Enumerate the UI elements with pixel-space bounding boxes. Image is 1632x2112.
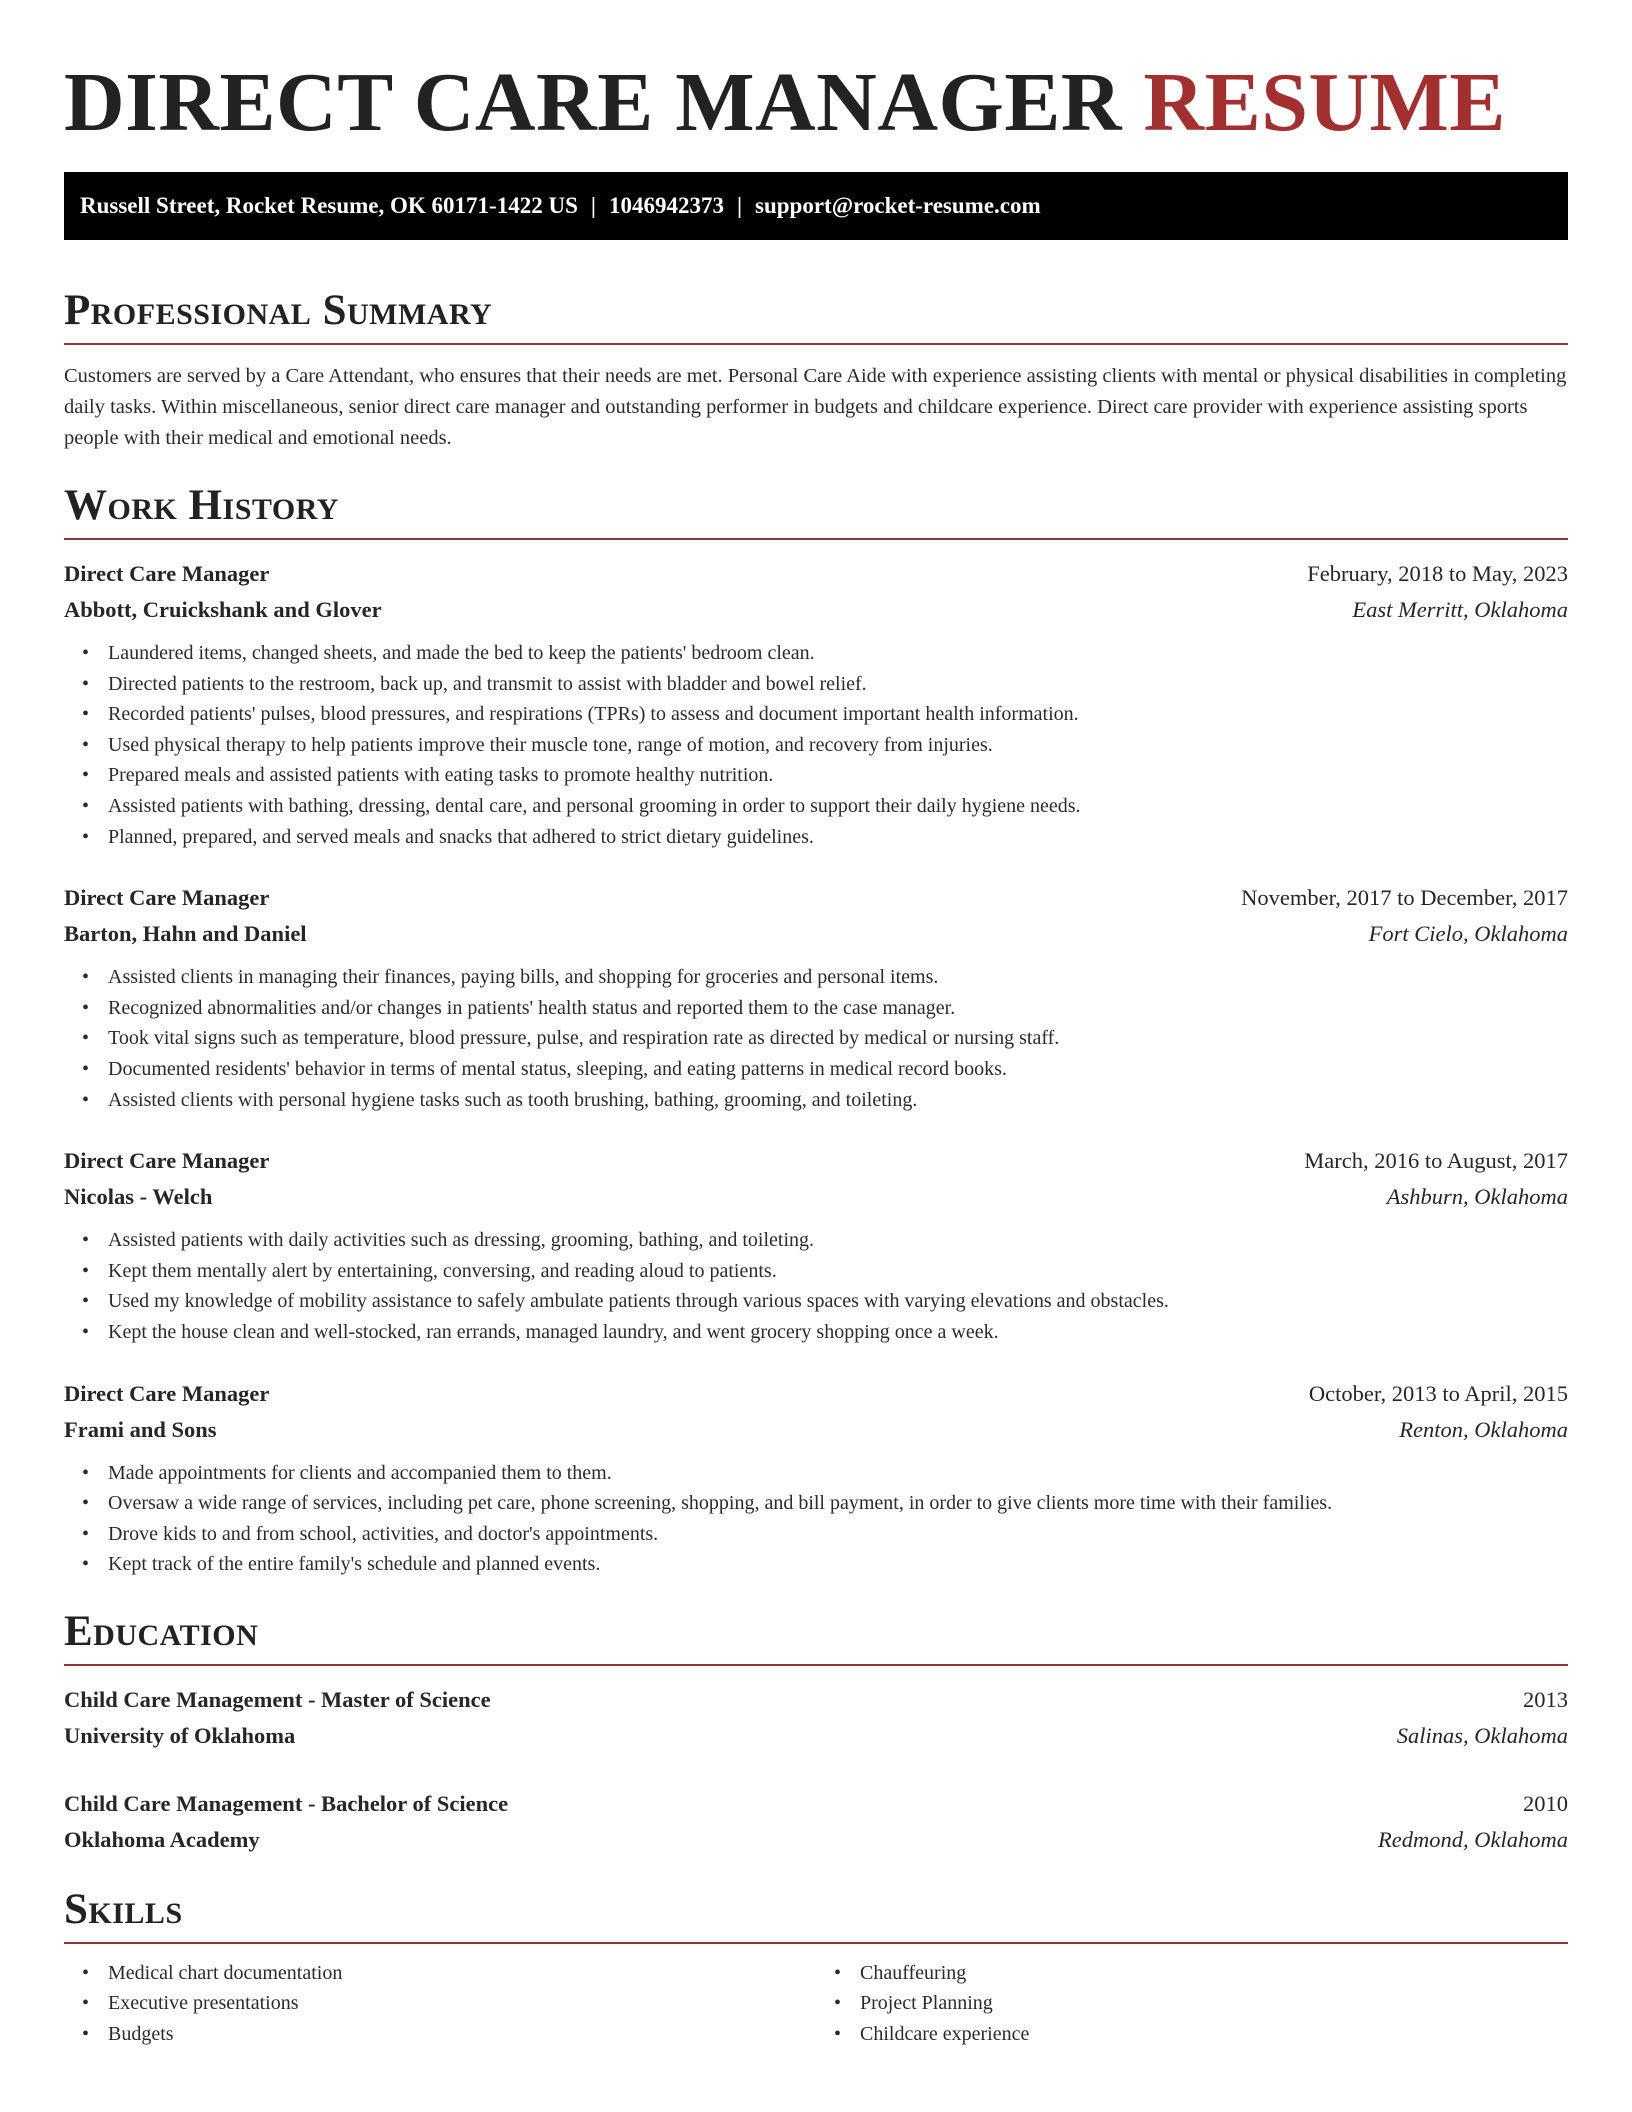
job-company-row <box>64 1179 1568 1215</box>
education-header-row <box>64 1786 1568 1822</box>
job-entry <box>64 556 1568 852</box>
education-degree: Child Care Management - Bachelor of Science <box>64 1790 509 1816</box>
job-duties-list <box>64 962 1568 1115</box>
contact-phone: 1046942373 <box>608 193 724 218</box>
job-duties-list <box>64 1225 1568 1347</box>
list-item: • Assisted clients in managing their finances, paying bills, and shopping for groceries and personal items. <box>108 962 1568 993</box>
list-item: • Took vital signs such as temperature, blood pressure, pulse, and respiration rate as directed by medical or nursing staff. <box>108 1023 1568 1054</box>
list-item: • Drove kids to and from school, activities, and doctor's appointments. <box>108 1519 1568 1550</box>
work-history-section <box>64 480 1568 1580</box>
contact-separator: | <box>590 193 596 218</box>
job-title: Direct Care Manager <box>64 1380 270 1406</box>
skills-section <box>64 1884 1568 2050</box>
list-item: • Assisted patients with daily activities such as dressing, grooming, bathing, and toileting. <box>108 1225 1568 1256</box>
title-main: DIRECT CARE MANAGER <box>64 56 1123 149</box>
title-accent: RESUME <box>1143 56 1506 149</box>
list-item: • Documented residents' behavior in terms of mental status, sleeping, and eating patterns in medical record books. <box>108 1054 1568 1085</box>
education-section <box>64 1606 1568 1858</box>
job-title: Direct Care Manager <box>64 1148 270 1174</box>
education-year: 2010 <box>1523 1790 1568 1816</box>
section-heading-education: Education <box>64 1607 259 1655</box>
list-item: • Assisted clients with personal hygiene tasks such as tooth brushing, bathing, grooming, and toileting. <box>108 1085 1568 1116</box>
job-company-row <box>64 1412 1568 1448</box>
list-item: • Kept track of the entire family's schedule and planned events. <box>108 1549 1568 1580</box>
job-location: East Merritt, Oklahoma <box>1352 597 1568 622</box>
job-company: Abbott, Cruickshank and Glover <box>64 597 382 622</box>
job-location: Renton, Oklahoma <box>1399 1416 1568 1442</box>
section-divider <box>64 343 1568 345</box>
job-company: Barton, Hahn and Daniel <box>64 921 307 947</box>
job-company-row <box>64 916 1568 952</box>
job-entry <box>64 1376 1568 1580</box>
section-heading-skills: Skills <box>64 1885 183 1933</box>
education-school-row <box>64 1822 1568 1858</box>
education-entry <box>64 1682 1568 1754</box>
job-dates: October, 2013 to April, 2015 <box>1308 1380 1568 1406</box>
list-item: • Directed patients to the restroom, back up, and transmit to assist with bladder and bowel relief. <box>108 669 1568 700</box>
education-school: Oklahoma Academy <box>64 1826 260 1852</box>
education-year: 2013 <box>1523 1686 1568 1712</box>
list-item: • Executive presentations <box>108 1988 816 2019</box>
list-item: • Assisted patients with bathing, dressing, dental care, and personal grooming in order to support their daily hygiene needs. <box>108 791 1568 822</box>
education-degree: Child Care Management - Master of Science <box>64 1686 491 1712</box>
job-dates: March, 2016 to August, 2017 <box>1304 1148 1568 1174</box>
contact-address: Russell Street, Rocket Resume, OK 60171-1422 US <box>80 193 578 218</box>
skills-list-right <box>816 1958 1568 2050</box>
job-title: Direct Care Manager <box>64 561 270 586</box>
job-duties-list <box>64 638 1568 852</box>
contact-separator: | <box>736 193 743 218</box>
job-header-row <box>64 1143 1568 1179</box>
list-item: • Kept them mentally alert by entertaining, conversing, and reading aloud to patients. <box>108 1256 1568 1287</box>
list-item: • Recognized abnormalities and/or changes in patients' health status and reported them to the case manager. <box>108 993 1568 1024</box>
job-company-row <box>64 592 1568 628</box>
job-header-row <box>64 880 1568 916</box>
list-item: • Kept the house clean and well-stocked, ran errands, managed laundry, and went grocery shopping once a week. <box>108 1317 1568 1348</box>
job-location: Fort Cielo, Oklahoma <box>1368 921 1568 947</box>
list-item: • Made appointments for clients and accompanied them to them. <box>108 1458 1568 1489</box>
job-company: Nicolas - Welch <box>64 1184 213 1210</box>
skills-list-left <box>64 1958 816 2050</box>
summary-section <box>64 285 1568 454</box>
list-item: • Recorded patients' pulses, blood pressures, and respirations (TPRs) to assess and document important health information. <box>108 699 1568 730</box>
job-entry <box>64 1143 1568 1347</box>
list-item: • Laundered items, changed sheets, and made the bed to keep the patients' bedroom clean. <box>108 638 1568 669</box>
list-item: • Planned, prepared, and served meals and snacks that adhered to strict dietary guidelines. <box>108 822 1568 853</box>
list-item: • Oversaw a wide range of services, including pet care, phone screening, shopping, and bill payment, in order to give clients more time with their families. <box>108 1488 1568 1519</box>
skills-grid <box>64 1958 1568 2050</box>
resume-page <box>64 0 1568 2050</box>
list-item: • Childcare experience <box>860 2019 1568 2050</box>
resume-title <box>64 56 1568 162</box>
section-heading-summary: Professional Summary <box>64 287 493 334</box>
education-school: University of Oklahoma <box>64 1722 296 1748</box>
job-dates: February, 2018 to May, 2023 <box>1307 561 1568 586</box>
contact-email: support@rocket-resume.com <box>755 193 1041 218</box>
education-entry <box>64 1786 1568 1858</box>
list-item: • Used my knowledge of mobility assistance to safely ambulate patients through various spaces with varying elevations and obstacles. <box>108 1286 1568 1317</box>
section-divider <box>64 1664 1568 1666</box>
section-divider <box>64 538 1568 540</box>
list-item: • Used physical therapy to help patients improve their muscle tone, range of motion, and recovery from injuries. <box>108 730 1568 761</box>
job-dates: November, 2017 to December, 2017 <box>1241 885 1568 911</box>
summary-text: Customers are served by a Care Attendant, who ensures that their needs are met. Personal Care Aide with experience assisting clients with mental or physical disabilities in completing daily tasks. Within miscellaneous, senior direct care manager and outstanding performer in budgets and childcare experience. Direct care provider with experience assisting sports people with their medical and emotional needs. <box>64 365 1567 449</box>
list-item: • Prepared meals and assisted patients with eating tasks to promote healthy nutrition. <box>108 760 1568 791</box>
contact-bar <box>64 172 1568 240</box>
list-item: • Medical chart documentation <box>108 1958 816 1989</box>
job-company: Frami and Sons <box>64 1416 217 1442</box>
job-location: Ashburn, Oklahoma <box>1386 1184 1568 1210</box>
education-header-row <box>64 1682 1568 1718</box>
section-heading-work: Work History <box>64 482 339 529</box>
job-header-row <box>64 1376 1568 1412</box>
job-header-row <box>64 556 1568 592</box>
list-item: • Budgets <box>108 2019 816 2050</box>
list-item: • Chauffeuring <box>860 1958 1568 1989</box>
education-location: Redmond, Oklahoma <box>1378 1826 1568 1852</box>
job-entry <box>64 880 1568 1115</box>
list-item: • Project Planning <box>860 1988 1568 2019</box>
section-divider <box>64 1942 1568 1944</box>
job-title: Direct Care Manager <box>64 885 270 911</box>
job-duties-list <box>64 1458 1568 1580</box>
education-school-row <box>64 1718 1568 1754</box>
education-location: Salinas, Oklahoma <box>1396 1722 1568 1748</box>
